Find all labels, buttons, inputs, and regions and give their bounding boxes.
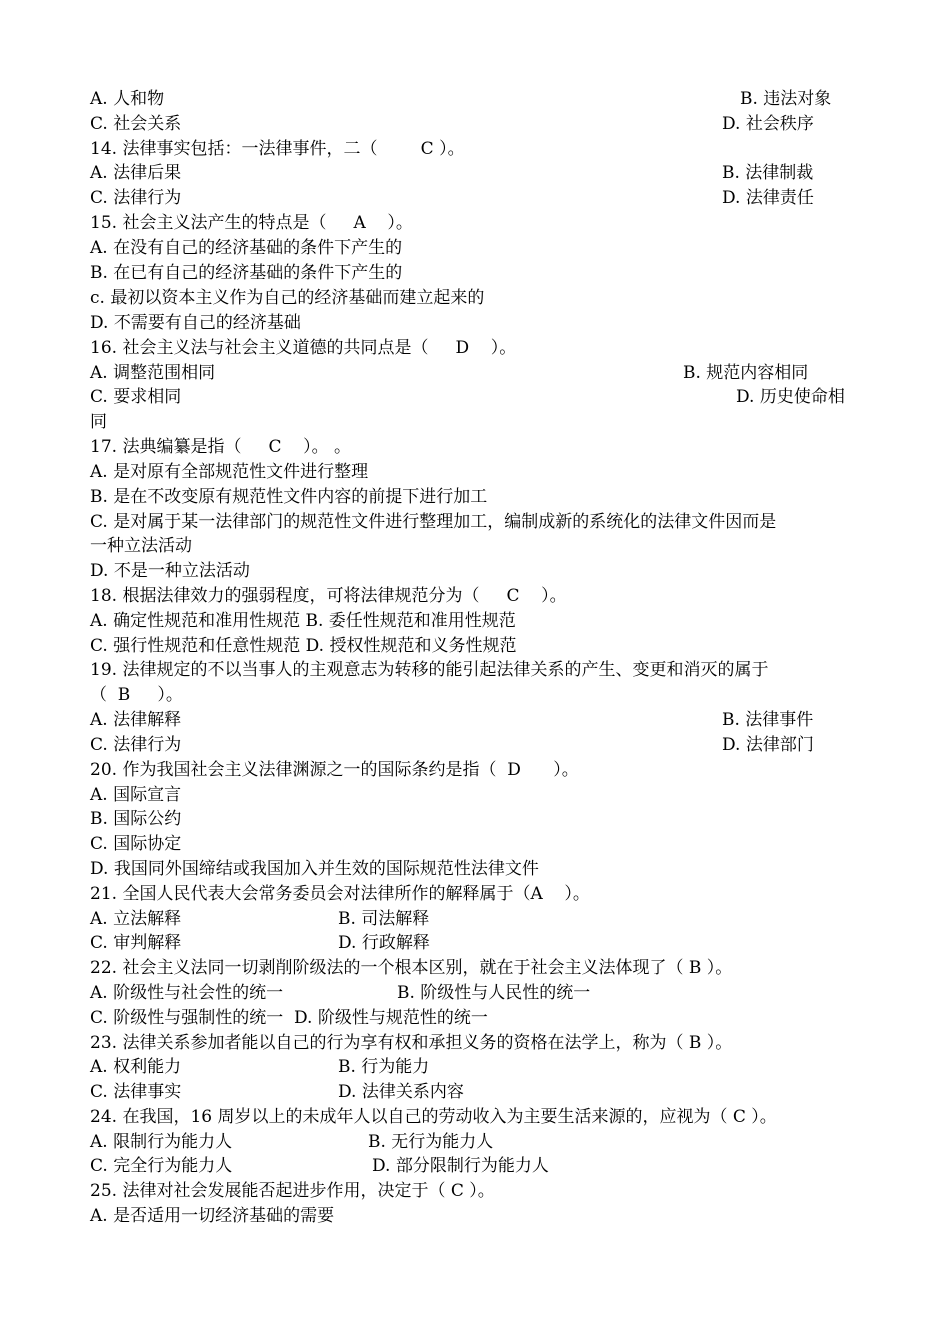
text-line: A. 限制行为能力人 [90,1132,233,1152]
text-line: A. 权利能力 [90,1057,182,1077]
question-line: 22. 社会主义法同一切剥削阶级法的一个根本区别，就在于社会主义法体现了（ B ）。 [90,958,733,978]
text-line: A. 确定性规范和准用性规范 B. 委任性规范和准用性规范 [90,611,516,631]
question-line: 24. 在我国，16 周岁以上的未成年人以自己的劳动收入为主要生活来源的，应视为（ C ）。 [90,1107,777,1127]
question-line: 17. 法典编纂是指（ C ）。 。 [90,437,351,457]
text-line: B. 在已有自己的经济基础的条件下产生的 [90,263,403,283]
text-line: B. 行为能力 [338,1057,430,1077]
text-line: B. 规范内容相同 [683,363,809,383]
text-line: C. 是对属于某一法律部门的规范性文件进行整理加工，编制成新的系统化的法律文件因而是 [90,512,777,532]
text-line: D. 行政解释 [338,933,430,953]
text-line: D. 法律部门 [722,735,814,755]
text-line: D. 不是一种立法活动 [90,561,250,581]
text-line: A. 调整范围相同 [90,363,216,383]
text-line: A. 是对原有全部规范性文件进行整理 [90,462,369,482]
text-line: B. 是在不改变原有规范性文件内容的前提下进行加工 [90,487,488,507]
text-line: D. 法律关系内容 [338,1082,464,1102]
question-line: 15. 社会主义法产生的特点是（ A ）。 [90,213,413,233]
text-line: B. 违法对象 [740,89,832,109]
text-line: D. 我国同外国缔结或我国加入并生效的国际规范性法律文件 [90,859,539,879]
text-line: C. 法律行为 [90,188,182,208]
text-line: A. 在没有自己的经济基础的条件下产生的 [90,238,403,258]
question-line: 23. 法律关系参加者能以自己的行为享有权和承担义务的资格在法学上，称为（ B ）。 [90,1033,733,1053]
text-line: 同 [90,412,107,432]
text-line: C. 审判解释 [90,933,182,953]
text-line: C. 要求相同 [90,387,182,407]
question-line: 16. 社会主义法与社会主义道德的共同点是（ D ）。 [90,338,517,358]
text-line: B. 司法解释 [338,909,430,929]
text-line: A. 法律后果 [90,163,182,183]
text-line: B. 法律事件 [722,710,814,730]
text-line: D. 不需要有自己的经济基础 [90,313,301,333]
text-line: C. 法律行为 [90,735,182,755]
question-line: 20. 作为我国社会主义法律渊源之一的国际条约是指（ D ）。 [90,760,579,780]
text-line: A. 国际宣言 [90,785,182,805]
text-line: （ B ）。 [90,685,183,705]
text-line: C. 国际协定 [90,834,182,854]
text-line: 一种立法活动 [90,536,192,556]
question-line: 19. 法律规定的不以当事人的主观意志为转移的能引起法律关系的产生、变更和消灭的属于 [90,660,769,680]
text-line: A. 是否适用一切经济基础的需要 [90,1206,335,1226]
text-line: C. 强行性规范和任意性规范 D. 授权性规范和义务性规范 [90,636,517,656]
text-line: D. 历史使命相 [736,387,845,407]
question-line: 25. 法律对社会发展能否起进步作用，决定于（ C ）。 [90,1181,495,1201]
text-line: c. 最初以资本主义作为自己的经济基础而建立起来的 [90,288,485,308]
text-line: C. 社会关系 [90,114,182,134]
text-line: C. 法律事实 [90,1082,182,1102]
question-line: 21. 全国人民代表大会常务委员会对法律所作的解释属于（A ）。 [90,884,590,904]
text-line: A. 人和物 [90,89,165,109]
text-line: D. 社会秩序 [722,114,814,134]
question-line: 18. 根据法律效力的强弱程度，可将法律规范分为（ C ）。 [90,586,567,606]
text-line: B. 国际公约 [90,809,182,829]
text-line: B. 无行为能力人 [368,1132,494,1152]
text-line: D. 部分限制行为能力人 [372,1156,549,1176]
text-line: A. 阶级性与社会性的统一 [90,983,284,1003]
text-line: B. 阶级性与人民性的统一 [397,983,591,1003]
text-line: C. 完全行为能力人 [90,1156,233,1176]
text-line: B. 法律制裁 [722,163,814,183]
text-line: A. 立法解释 [90,909,182,929]
text-line: A. 法律解释 [90,710,182,730]
text-line: D. 法律责任 [722,188,814,208]
text-line: C. 阶级性与强制性的统一 D. 阶级性与规范性的统一 [90,1008,488,1028]
question-line: 14. 法律事实包括：一法律事件，二（ C ）。 [90,139,465,159]
